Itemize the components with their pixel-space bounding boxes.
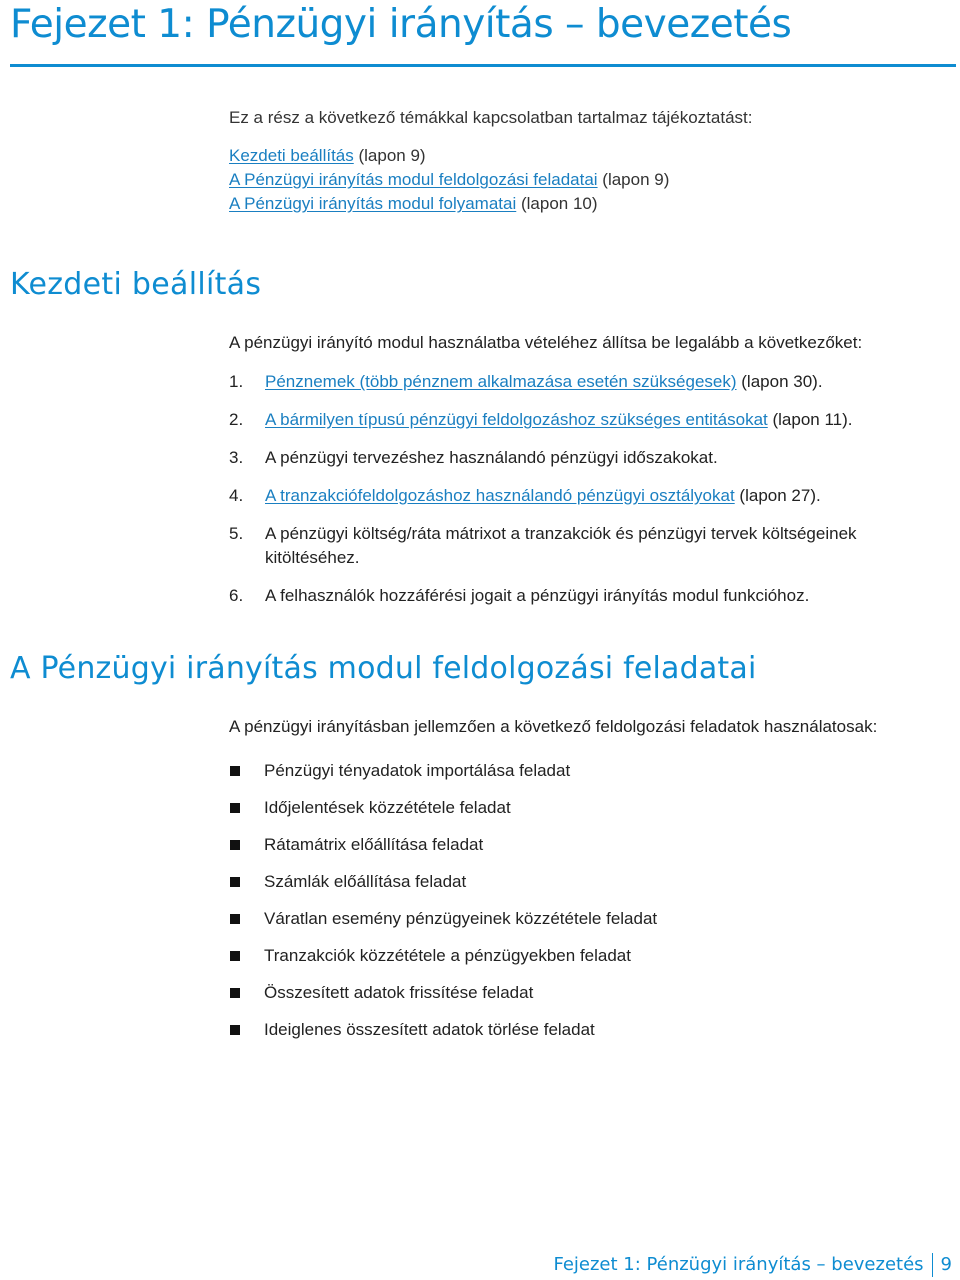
- bullet-square-icon: [230, 877, 240, 887]
- processing-tasks-list: [229, 752, 657, 1048]
- bullet-square-icon: [230, 766, 240, 776]
- list-item: [229, 900, 657, 937]
- list-item: [229, 863, 657, 900]
- list-item: [229, 789, 657, 826]
- list-item: [229, 826, 657, 863]
- list-item: [229, 752, 657, 789]
- task-text: Rátamátrix előállítása feladat: [264, 834, 484, 854]
- topic-item: [229, 145, 669, 169]
- step-text: (lapon 27).: [734, 486, 821, 505]
- step-text: (lapon 30).: [736, 372, 823, 391]
- item-number: 5.: [229, 524, 244, 543]
- section1-lead: A pénzügyi irányító modul használatba vételéhez állítsa be legalább a következőket:: [229, 333, 863, 352]
- list-item: [229, 522, 925, 570]
- item-number: 4.: [229, 486, 244, 505]
- list-item: [229, 584, 925, 608]
- list-item: [229, 408, 925, 432]
- chapter-title: Fejezet 1: Pénzügyi irányítás – bevezetés: [10, 2, 792, 47]
- task-text: Összesített adatok frissítése feladat: [264, 982, 534, 1002]
- step-text: A felhasználók hozzáférési jogait a pénzügyi irányítás modul funkcióhoz.: [265, 586, 810, 605]
- topic-link-processes[interactable]: A Pénzügyi irányítás modul folyamatai: [229, 194, 517, 213]
- task-text: Számlák előállítása feladat: [264, 871, 467, 891]
- step-link-financial-classes[interactable]: A tranzakciófeldolgozáshoz használandó pénzügyi osztályokat: [265, 486, 735, 505]
- step-text: A pénzügyi tervezéshez használandó pénzügyi időszakokat.: [265, 448, 718, 467]
- item-number: 1.: [229, 372, 244, 391]
- setup-steps-list: [229, 370, 925, 622]
- step-link-currencies[interactable]: Pénznemek (több pénznem alkalmazása esetén szükségesek): [265, 372, 737, 391]
- topic-item: [229, 169, 669, 193]
- bullet-square-icon: [230, 1025, 240, 1035]
- intro-text: Ez a rész a következő témákkal kapcsolatban tartalmaz tájékoztatást:: [229, 108, 753, 127]
- bullet-square-icon: [230, 914, 240, 924]
- bullet-square-icon: [230, 803, 240, 813]
- footer-divider: [932, 1253, 933, 1277]
- footer-chapter-title: Fejezet 1: Pénzügyi irányítás – bevezetés: [553, 1254, 924, 1275]
- task-text: Tranzakciók közzététele a pénzügyekben feladat: [264, 945, 631, 965]
- topic-page-ref: (lapon 10): [516, 194, 598, 213]
- item-number: 6.: [229, 586, 244, 605]
- topic-link-processing-tasks[interactable]: A Pénzügyi irányítás modul feldolgozási feladatai: [229, 170, 598, 189]
- item-number: 3.: [229, 448, 244, 467]
- page-number: 9: [940, 1254, 952, 1275]
- list-item: [229, 1011, 657, 1048]
- task-text: Ideiglenes összesített adatok törlése feladat: [264, 1019, 595, 1039]
- bullet-square-icon: [230, 988, 240, 998]
- bullet-square-icon: [230, 840, 240, 850]
- list-item: [229, 484, 925, 508]
- item-number: 2.: [229, 410, 244, 429]
- topic-item: [229, 193, 669, 217]
- bullet-square-icon: [230, 951, 240, 961]
- step-link-entities[interactable]: A bármilyen típusú pénzügyi feldolgozáshoz szükséges entitásokat: [265, 410, 768, 429]
- topic-page-ref: (lapon 9): [597, 170, 670, 189]
- section-heading-processing-tasks: A Pénzügyi irányítás modul feldolgozási feladatai: [10, 651, 757, 686]
- section2-lead: A pénzügyi irányításban jellemzően a következő feldolgozási feladatok használatosak:: [229, 717, 878, 736]
- task-text: Pénzügyi tényadatok importálása feladat: [264, 760, 571, 780]
- step-text: (lapon 11).: [767, 410, 853, 429]
- step-text: A pénzügyi költség/ráta mátrixot a tranzakciók és pénzügyi tervek költségeinek kitöltéséhez.: [265, 524, 857, 567]
- topic-list: [229, 145, 669, 217]
- task-text: Váratlan esemény pénzügyeinek közzététele feladat: [264, 908, 658, 928]
- topic-link-initial-setup[interactable]: Kezdeti beállítás: [229, 146, 354, 165]
- list-item: [229, 446, 925, 470]
- page-footer: [553, 1253, 952, 1277]
- list-item: [229, 974, 657, 1011]
- title-divider: [10, 64, 956, 67]
- task-text: Időjelentések közzététele feladat: [264, 797, 511, 817]
- topic-page-ref: (lapon 9): [353, 146, 426, 165]
- list-item: [229, 370, 925, 394]
- list-item: [229, 937, 657, 974]
- section-heading-initial-setup: Kezdeti beállítás: [10, 267, 262, 302]
